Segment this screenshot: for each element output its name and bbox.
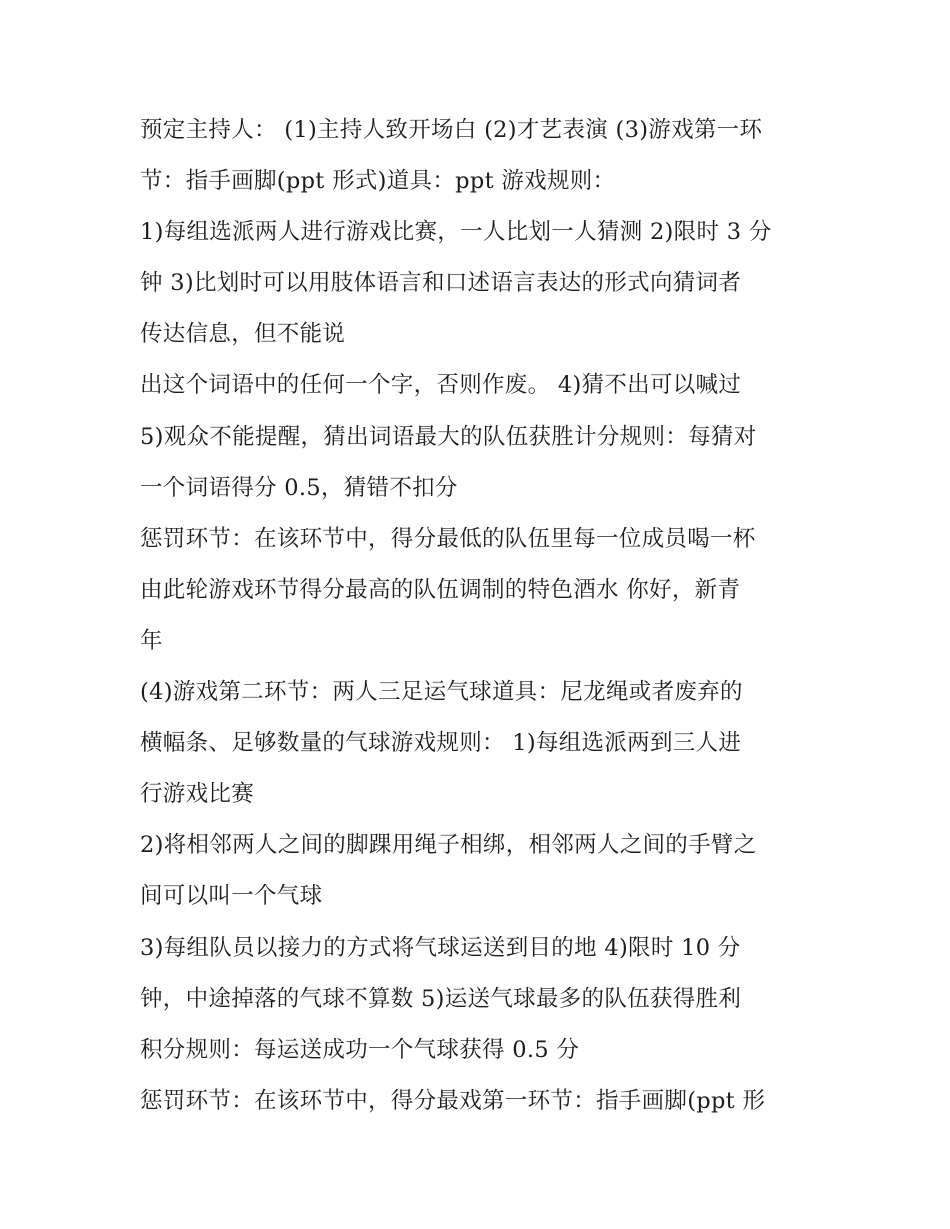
text-line: 积分规则：每运送成功一个气球获得 0.5 分 — [140, 1036, 580, 1063]
text-line: 1)每组选派两人进行游戏比赛，一人比划一人猜测 2)限时 3 分 — [140, 219, 772, 246]
text-line: 节：指手画脚(ppt 形式)道具：ppt 游戏规则： — [140, 168, 616, 195]
text-line: 5)观众不能提醒，猜出词语最大的队伍获胜计分规则：每猜对 — [140, 423, 757, 450]
document-body — [140, 105, 820, 1127]
text-line: 惩罚环节：在该环节中，得分最戏第一环节：指手画脚(ppt 形 — [140, 1087, 766, 1114]
text-line: 年 — [140, 627, 163, 654]
text-line: 由此轮游戏环节得分最高的队伍调制的特色酒水 你好，新青 — [140, 576, 741, 603]
text-line: (4)游戏第二环节：两人三足运气球道具：尼龙绳或者废弃的 — [140, 679, 743, 706]
text-line: 预定主持人： (1)主持人致开场白 (2)才艺表演 (3)游戏第一环 — [140, 117, 763, 143]
text-line: 钟，中途掉落的气球不算数 5)运送气球最多的队伍获得胜利 — [140, 985, 742, 1012]
text-line: 传达信息，但不能说 — [140, 321, 346, 348]
text-line: 一个词语得分 0.5，猜错不扣分 — [140, 474, 458, 501]
text-line: 横幅条、足够数量的气球游戏规则： 1)每组选派两到三人进 — [140, 730, 742, 757]
text-line: 3)每组队员以接力的方式将气球运送到目的地 4)限时 10 分 — [140, 934, 741, 961]
text-line: 钟 3)比划时可以用肢体语言和口述语言表达的形式向猜词者 — [140, 270, 742, 297]
text-line: 行游戏比赛 — [140, 781, 255, 808]
text-line: 2)将相邻两人之间的脚踝用绳子相绑，相邻两人之间的手臂之 — [140, 832, 757, 859]
text-line: 出这个词语中的任何一个字，否则作废。 4)猜不出可以喊过 — [140, 372, 742, 399]
text-line: 间可以叫一个气球 — [140, 883, 323, 910]
text-line: 惩罚环节：在该环节中，得分最低的队伍里每一位成员喝一杯 — [140, 525, 756, 552]
